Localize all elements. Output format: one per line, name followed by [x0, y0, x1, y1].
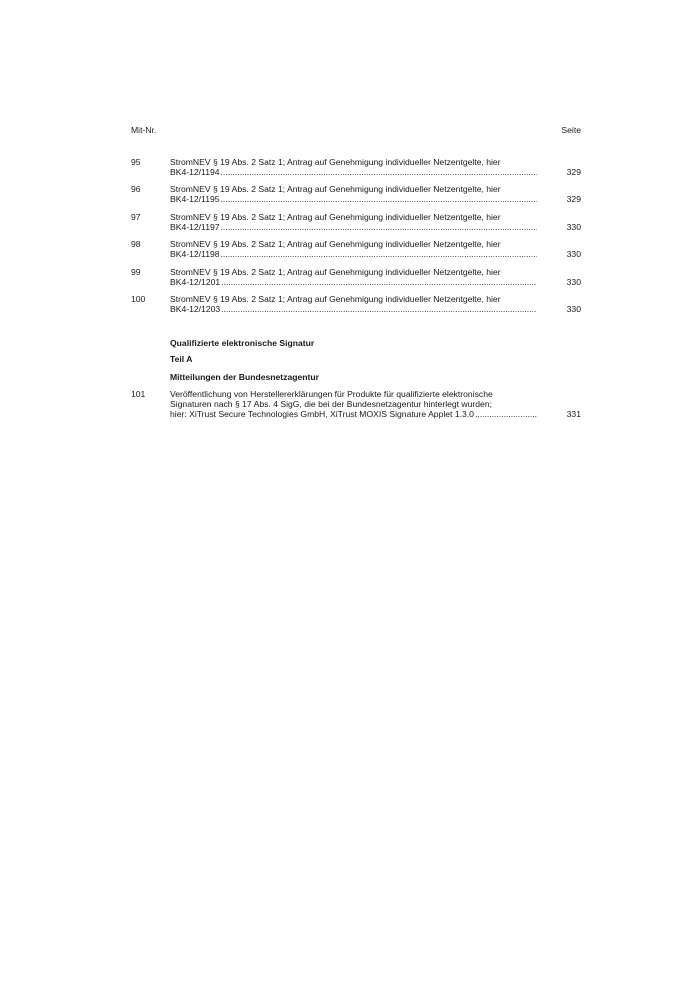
entry-page: 329	[566, 167, 581, 177]
section-subtitle: Mitteilungen der Bundesnetzagentur	[170, 372, 319, 382]
column-header-page: Seite	[561, 125, 581, 135]
entry-reference: BK4-12/1198 .....	[170, 249, 537, 259]
entry-line: StromNEV § 19 Abs. 2 Satz 1; Antrag auf Genehmigung individueller Netzentgelte, hier	[170, 212, 501, 222]
entry-text	[170, 294, 537, 314]
entry-reference: BK4-12/1203 .....	[170, 304, 537, 314]
entry-reference: BK4-12/1195 .....	[170, 194, 537, 204]
entry-text	[170, 267, 537, 287]
entry-line: StromNEV § 19 Abs. 2 Satz 1; Antrag auf Genehmigung individueller Netzentgelte, hier	[170, 267, 501, 277]
entry-text	[170, 239, 537, 259]
entry-text	[170, 212, 537, 232]
entry-number: 101	[131, 389, 146, 399]
column-header-number: Mit-Nr.	[131, 125, 157, 135]
entry-number: 99	[131, 267, 141, 277]
entry-page: 330	[566, 304, 581, 314]
entry-line: Veröffentlichung von Herstellererklärungen für Produkte für qualifizierte elektronische	[170, 389, 493, 399]
entry-reference: BK4-12/1197 .....	[170, 222, 537, 232]
entry-number: 100	[131, 294, 146, 304]
entry-number: 95	[131, 157, 141, 167]
entry-page: 331	[566, 409, 581, 419]
entry-line: StromNEV § 19 Abs. 2 Satz 1; Antrag auf Genehmigung individueller Netzentgelte, hier	[170, 157, 501, 167]
entry-number: 96	[131, 184, 141, 194]
entry-text	[170, 184, 537, 204]
entry-page: 330	[566, 249, 581, 259]
entry-reference: BK4-12/1201 .....	[170, 277, 537, 287]
entry-line: StromNEV § 19 Abs. 2 Satz 1; Antrag auf Genehmigung individueller Netzentgelte, hier	[170, 294, 501, 304]
entry-text	[170, 389, 537, 419]
entry-line: StromNEV § 19 Abs. 2 Satz 1; Antrag auf Genehmigung individueller Netzentgelte, hier	[170, 184, 501, 194]
entry-line: StromNEV § 19 Abs. 2 Satz 1; Antrag auf Genehmigung individueller Netzentgelte, hier	[170, 239, 501, 249]
section-part: Teil A	[170, 354, 193, 364]
entry-reference: BK4-12/1194 .....	[170, 167, 537, 177]
entry-number: 98	[131, 239, 141, 249]
entry-text	[170, 157, 537, 177]
entry-number: 97	[131, 212, 141, 222]
entry-page: 330	[566, 277, 581, 287]
entry-line: Signaturen nach § 17 Abs. 4 SigG, die bei der Bundesnetzagentur hinterlegt wurden;	[170, 399, 493, 409]
entry-page: 329	[566, 194, 581, 204]
entry-line: hier: XiTrust Secure Technologies GmbH, XiTrust MOXIS Signature Applet 1.3.0 .....	[170, 409, 537, 419]
section-title: Qualifizierte elektronische Signatur	[170, 338, 315, 348]
entry-page: 330	[566, 222, 581, 232]
